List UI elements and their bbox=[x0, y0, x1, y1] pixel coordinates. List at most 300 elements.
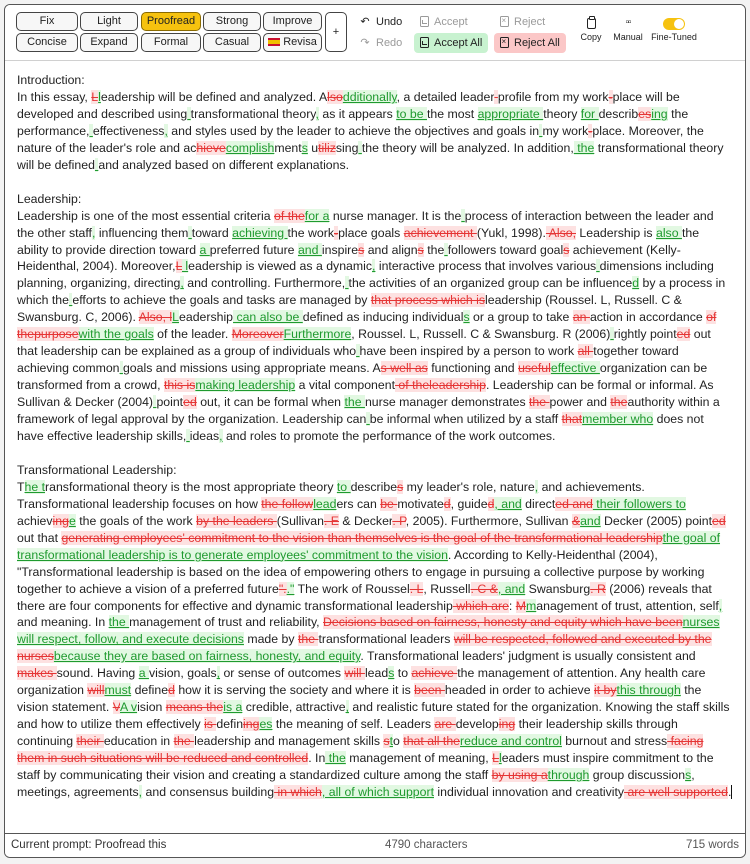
text-run: lead bbox=[364, 666, 389, 681]
text-run: or a group to take bbox=[469, 310, 573, 325]
text-run: ment bbox=[274, 140, 302, 155]
text-run: The work of Roussel bbox=[294, 581, 410, 596]
deletion-suggestion[interactable]: in which bbox=[274, 785, 322, 799]
section-heading: Transformational Leadership: bbox=[17, 462, 177, 477]
text-run: achiev bbox=[17, 513, 53, 528]
insertion-suggestion[interactable]: t bbox=[389, 734, 394, 749]
deletion-suggestion[interactable]: by using a bbox=[491, 768, 548, 783]
deletion-suggestion[interactable]: tiliz bbox=[318, 140, 336, 155]
insertion-suggestion[interactable]: for a bbox=[304, 208, 330, 223]
deletion-suggestion[interactable]: Moreover bbox=[231, 327, 284, 342]
deletion-suggestion[interactable]: s well as bbox=[380, 361, 428, 376]
insertion-suggestion[interactable]: , bbox=[534, 479, 539, 494]
text-run: eadership will be defined and analyzed. A bbox=[100, 89, 328, 104]
text-run: direct bbox=[521, 496, 556, 511]
insertion-suggestion[interactable]: to be bbox=[396, 106, 427, 121]
insertion-suggestion[interactable]: also bbox=[655, 225, 682, 240]
insertion-suggestion[interactable]: appropriate bbox=[477, 106, 544, 121]
text-run: point bbox=[156, 395, 184, 410]
deletion-suggestion[interactable]: that process which is bbox=[370, 293, 486, 308]
deletion-suggestion[interactable]: V bbox=[112, 700, 120, 715]
text-run: o bbox=[393, 734, 404, 749]
paragraph bbox=[17, 462, 733, 801]
section-heading: Introduction: bbox=[17, 73, 85, 87]
deletion-suggestion[interactable]: s bbox=[563, 242, 570, 257]
deletion-suggestion[interactable]: d bbox=[487, 496, 495, 511]
text-run: (Yukl, 1998). bbox=[476, 225, 546, 240]
insertion-suggestion[interactable]: , bbox=[180, 276, 184, 291]
deletion-suggestion[interactable]: the bbox=[297, 632, 319, 647]
insertion-suggestion[interactable]: e bbox=[68, 513, 76, 528]
text-run: ransformational theory is the most appropriate theory bbox=[45, 479, 337, 494]
insertion-suggestion[interactable]: can also be bbox=[233, 310, 303, 325]
text-run: anagement of trust, attention, self bbox=[536, 598, 719, 613]
text-run: theory bbox=[543, 106, 581, 121]
clipboard-icon bbox=[587, 18, 596, 29]
text-run: place will be developed and described using bbox=[17, 89, 680, 121]
text-run: organization can be transformed from a crowd, bbox=[17, 361, 708, 393]
deletion-suggestion[interactable]: their bbox=[76, 734, 104, 749]
deletion-suggestion[interactable]: will bbox=[344, 666, 365, 681]
insertion-suggestion[interactable]: complish bbox=[225, 140, 275, 155]
deletion-suggestion[interactable]: s bbox=[358, 242, 365, 257]
text-run: made by bbox=[243, 632, 298, 647]
insertion-suggestion[interactable]: with the goals bbox=[78, 327, 154, 342]
status-bar bbox=[5, 833, 745, 857]
deletion-suggestion[interactable]: it by bbox=[593, 683, 617, 698]
text-run: followers toward goal bbox=[447, 242, 564, 257]
text-run: & Decker bbox=[339, 513, 393, 528]
insertion-suggestion[interactable]: lead bbox=[313, 496, 337, 511]
text-run: authority within a framework of legal approval by the organization. Leadership can bbox=[17, 395, 720, 427]
deletion-suggestion[interactable]: Also, l bbox=[138, 310, 173, 325]
current-prompt-text: Current prompt: Proofread this bbox=[11, 839, 167, 851]
insertion-suggestion[interactable]: , bbox=[219, 429, 223, 443]
text-run: , guide bbox=[450, 496, 488, 511]
text-run: the meaning of self. Leaders bbox=[272, 717, 435, 732]
text-run: influencing them bbox=[95, 225, 189, 240]
deletion-suggestion[interactable]: s bbox=[383, 734, 390, 749]
deletion-suggestion[interactable]: achievement bbox=[403, 225, 477, 240]
word-count: 715 words bbox=[685, 839, 739, 851]
insertion-suggestion[interactable]: , bbox=[91, 225, 96, 240]
deletion-suggestion[interactable]: the bbox=[529, 395, 550, 410]
text-run: . Leadership can be formal or informal. As Sullivan & Decker (2004) bbox=[17, 378, 714, 410]
text-run: as it appears bbox=[318, 106, 397, 121]
text-run: the bbox=[681, 225, 700, 240]
deletion-suggestion[interactable]: an bbox=[572, 310, 590, 325]
deletion-suggestion[interactable]: ed and bbox=[555, 496, 593, 511]
insertion-suggestion[interactable]: for bbox=[580, 106, 599, 121]
insertion-suggestion[interactable]: a bbox=[138, 666, 149, 681]
preset-casual-button[interactable]: Casual bbox=[203, 33, 261, 52]
text-run: the performance, bbox=[17, 106, 689, 138]
insertion-suggestion[interactable]: the goal of transformational leadership is to generate employees' commitment to the vision bbox=[17, 530, 721, 562]
text-run: preferred future bbox=[209, 242, 298, 257]
text-run: the theory will be analyzed. In addition, bbox=[361, 140, 574, 155]
deletion-suggestion[interactable]: d bbox=[168, 683, 175, 698]
text-run: ability to provide direction toward bbox=[17, 242, 200, 257]
insertion-suggestion[interactable]: s bbox=[685, 768, 692, 783]
insertion-suggestion[interactable]: l bbox=[98, 89, 101, 104]
reject-all-doc-icon bbox=[500, 37, 509, 48]
text-run: out that leadership can be explained as a group of individuals who bbox=[17, 327, 711, 359]
insertion-suggestion[interactable]: m bbox=[526, 598, 537, 613]
deletion-suggestion[interactable]: of theleadership bbox=[395, 378, 486, 393]
insertion-suggestion[interactable]: through bbox=[547, 768, 590, 783]
deletion-suggestion[interactable]: facing them in such situations will be reduced and controlled bbox=[17, 734, 704, 766]
copy-button[interactable] bbox=[578, 14, 604, 42]
text-run: and consensus building bbox=[142, 785, 275, 799]
insertion-suggestion[interactable]: and bbox=[580, 513, 601, 528]
text-run: toward bbox=[191, 225, 233, 240]
text-run: ers can bbox=[336, 496, 381, 511]
insertion-suggestion[interactable]: their followers to bbox=[592, 496, 686, 511]
deletion-suggestion[interactable]: Also, bbox=[545, 225, 576, 240]
insertion-suggestion[interactable]: , bbox=[345, 700, 349, 715]
text-run: how it is serving the society and where it is bbox=[174, 683, 415, 698]
deletion-suggestion[interactable]: be bbox=[380, 496, 398, 511]
text-run: transformational leaders bbox=[318, 632, 454, 647]
deletion-suggestion[interactable]: d bbox=[443, 496, 451, 511]
text-run: action in accordance bbox=[589, 310, 707, 325]
insertion-suggestion[interactable]: to bbox=[336, 479, 351, 494]
insertion-suggestion[interactable]: the bbox=[325, 751, 346, 766]
text-run: T bbox=[17, 479, 25, 494]
deletion-suggestion[interactable]: . E bbox=[323, 513, 340, 528]
insertion-suggestion[interactable]: is a bbox=[223, 700, 243, 715]
text-run: effectiveness bbox=[92, 123, 165, 138]
text-run: burnout and stress bbox=[561, 734, 668, 749]
text-run: describe bbox=[350, 479, 398, 494]
insertion-suggestion[interactable]: s bbox=[463, 310, 470, 325]
deletion-suggestion[interactable]: L bbox=[175, 259, 182, 274]
text-run: have been inspired by a person to work bbox=[359, 344, 578, 359]
preset-expand-button[interactable]: Expand bbox=[80, 33, 138, 52]
deletion-suggestion[interactable]: means the bbox=[165, 700, 224, 715]
text-run: the bbox=[423, 242, 445, 257]
text-run: of the leader. bbox=[153, 327, 232, 342]
insertion-suggestion[interactable]: es bbox=[259, 717, 273, 732]
accept-doc-icon bbox=[420, 16, 429, 27]
deletion-suggestion[interactable]: ed bbox=[712, 513, 726, 528]
text-run: , Russell bbox=[423, 581, 471, 596]
insertion-suggestion[interactable]: s bbox=[388, 666, 395, 681]
paragraph bbox=[17, 72, 733, 174]
insertion-suggestion[interactable]: , bbox=[216, 666, 221, 681]
insertion-suggestion[interactable]: the bbox=[344, 395, 365, 410]
preset-proofread-button[interactable]: Proofread bbox=[141, 12, 201, 31]
insertion-suggestion[interactable]: , bbox=[315, 106, 319, 121]
text-run: Swansburg bbox=[525, 581, 591, 596]
insertion-suggestion[interactable]: , bbox=[372, 259, 376, 274]
character-count: 4790 characters bbox=[385, 839, 468, 851]
undo-button[interactable] bbox=[353, 12, 408, 32]
redo-icon: ↷ bbox=[360, 37, 370, 49]
deletion-suggestion[interactable]: generating employees' commitment to the vision than themselves is the goal of the transformational leadership bbox=[61, 530, 663, 545]
deletion-suggestion[interactable]: are bbox=[434, 717, 456, 732]
deletion-suggestion[interactable]: all bbox=[577, 344, 594, 359]
insertion-suggestion[interactable]: Furthermore bbox=[283, 327, 352, 342]
accept-label: Accept bbox=[434, 16, 468, 28]
insertion-suggestion[interactable]: this through bbox=[616, 683, 681, 698]
manual-label: Manual bbox=[613, 32, 643, 42]
text-run: efforts to achieve the goals and tasks are managed by bbox=[72, 293, 371, 308]
text-run: , meetings, agreements bbox=[17, 768, 695, 799]
deletion-suggestion[interactable]: s bbox=[397, 479, 404, 494]
text-caret bbox=[731, 785, 732, 799]
redo-label: Redo bbox=[376, 37, 403, 49]
text-run: credible, attractive bbox=[242, 700, 346, 715]
insertion-suggestion[interactable]: dditionally bbox=[342, 89, 397, 104]
text-run: and align bbox=[364, 242, 418, 257]
insertion-suggestion[interactable]: effective bbox=[550, 361, 600, 376]
text-run: interactive process that involves various bbox=[375, 259, 597, 274]
deletion-suggestion[interactable]: & bbox=[571, 513, 581, 528]
insertion-suggestion[interactable]: , and bbox=[497, 581, 526, 596]
text-run: u bbox=[307, 140, 319, 155]
text-run: : bbox=[508, 598, 516, 613]
text-run: does not have effective leadership skills, bbox=[17, 412, 704, 443]
text-run: Leadership is bbox=[576, 225, 656, 240]
text-run: Leadership is one of the most essential criteria bbox=[17, 208, 275, 223]
text-run: together toward achieving common bbox=[17, 344, 679, 376]
deletion-suggestion[interactable]: es bbox=[638, 106, 652, 121]
redo-button[interactable] bbox=[353, 33, 408, 53]
fine-tuned-toggle[interactable] bbox=[648, 14, 700, 42]
insertion-suggestion[interactable]: s bbox=[301, 140, 308, 155]
preset-concise-button[interactable]: Concise bbox=[16, 33, 78, 52]
text-run: ision bbox=[137, 700, 166, 715]
text-run: functioning and bbox=[427, 361, 519, 376]
preset-improve-button[interactable]: Improve bbox=[263, 12, 322, 31]
deletion-suggestion[interactable]: makes bbox=[17, 666, 57, 681]
text-run: the activities of an organized group can be influence bbox=[348, 276, 633, 291]
copy-label: Copy bbox=[580, 32, 602, 42]
preset-light-button[interactable]: Light bbox=[80, 12, 138, 31]
insertion-suggestion[interactable]: reduce and control bbox=[460, 734, 562, 749]
text-run: the goals of the work bbox=[75, 513, 197, 528]
text-run: . Transformational leaders' judgment is usually consistent and bbox=[360, 649, 696, 664]
text-run: my work bbox=[542, 123, 589, 138]
undo-icon: ↶ bbox=[360, 16, 370, 28]
deletion-suggestion[interactable]: is bbox=[204, 717, 217, 732]
deletion-suggestion[interactable]: - bbox=[588, 123, 593, 138]
insertion-suggestion[interactable]: achieving bbox=[232, 225, 288, 240]
insertion-suggestion[interactable]: , bbox=[718, 598, 723, 613]
insertion-suggestion[interactable]: making leadership bbox=[195, 378, 296, 393]
text-run: . bbox=[727, 785, 732, 799]
paragraph bbox=[17, 191, 733, 445]
deletion-suggestion[interactable]: . C & bbox=[470, 581, 498, 596]
insertion-suggestion[interactable]: he t bbox=[24, 479, 46, 494]
deletion-suggestion[interactable]: L bbox=[492, 751, 499, 766]
deletion-suggestion[interactable]: that bbox=[561, 412, 583, 427]
text-run: defined as inducing individual bbox=[302, 310, 464, 325]
deletion-suggestion[interactable]: this is bbox=[163, 378, 196, 393]
insertion-suggestion[interactable]: l bbox=[181, 259, 189, 274]
insertion-suggestion[interactable]: must bbox=[104, 683, 132, 698]
deletion-suggestion[interactable]: . R bbox=[590, 581, 606, 596]
text-run: Decker (2005) point bbox=[600, 513, 713, 528]
reject-all-button[interactable] bbox=[494, 33, 566, 53]
reject-button[interactable] bbox=[494, 12, 551, 32]
accept-all-label: Accept All bbox=[434, 37, 483, 49]
deletion-suggestion[interactable]: been bbox=[414, 683, 445, 698]
text-run: vision, goals bbox=[148, 666, 217, 681]
text-run: leadership and management skills bbox=[194, 734, 384, 749]
deletion-suggestion[interactable]: ing bbox=[52, 513, 69, 528]
manual-grid-icon: ▫▫ bbox=[625, 17, 631, 28]
app-window bbox=[4, 4, 746, 858]
deletion-suggestion[interactable]: the follow bbox=[261, 496, 314, 511]
deletion-suggestion[interactable]: the bbox=[173, 734, 195, 749]
text-run: transformational theory bbox=[190, 106, 316, 121]
insertion-suggestion[interactable]: the bbox=[573, 140, 595, 155]
text-run: be informal when utilized by a staff bbox=[369, 412, 562, 427]
deletion-suggestion[interactable]: ". bbox=[278, 581, 287, 596]
accept-button[interactable] bbox=[414, 12, 474, 32]
deletion-suggestion[interactable]: ing bbox=[498, 717, 516, 732]
insertion-suggestion[interactable]: , all of which support bbox=[321, 785, 434, 799]
text-run: and styles used by the leader to achieve the objectives and goals in bbox=[167, 123, 540, 138]
text-run: management of meaning, bbox=[345, 751, 493, 766]
fine-tuned-label: Fine-Tuned bbox=[651, 32, 697, 42]
text-run: eadership is viewed as a dynamic bbox=[188, 259, 373, 274]
deletion-suggestion[interactable]: - bbox=[333, 225, 339, 240]
text-run: and achievements. Transformational leadership focuses on how bbox=[17, 479, 645, 511]
text-run: leadership (Roussel. L, Russell. C & Swansburg. C, 2006). bbox=[17, 293, 682, 325]
insertion-suggestion[interactable]: a bbox=[199, 242, 210, 257]
deletion-suggestion[interactable]: that all the bbox=[403, 734, 461, 749]
text-run: the most bbox=[426, 106, 478, 121]
text-run: transformational theory will be defined bbox=[17, 140, 724, 172]
deletion-suggestion[interactable]: . P bbox=[392, 513, 406, 528]
insertion-suggestion[interactable]: A v bbox=[119, 700, 138, 715]
manual-button[interactable] bbox=[611, 14, 645, 42]
deletion-suggestion[interactable]: the bbox=[610, 395, 628, 410]
text-run: by a process in which the bbox=[17, 276, 726, 308]
text-run: motivate bbox=[397, 496, 444, 511]
text-run: place. Moreover, the nature of the leader's role and ac bbox=[17, 123, 704, 155]
insertion-suggestion[interactable]: , bbox=[164, 123, 168, 138]
deletion-suggestion[interactable]: ing bbox=[243, 717, 260, 732]
undo-label: Undo bbox=[376, 16, 403, 28]
deletion-suggestion[interactable]: are well supported bbox=[624, 785, 728, 799]
text-run: ideas bbox=[189, 429, 220, 443]
text-run: and roles to promote the performance of the work outcomes. bbox=[222, 429, 556, 443]
text-run: goals and missions using appropriate means. A bbox=[122, 361, 381, 376]
text-run: dimensions including planning, organizing, directing bbox=[17, 259, 714, 291]
text-run: profile from my work bbox=[497, 89, 609, 104]
insertion-suggestion[interactable]: d bbox=[632, 276, 640, 291]
insertion-suggestion[interactable]: , bbox=[138, 785, 143, 799]
insertion-suggestion[interactable]: the bbox=[108, 615, 130, 630]
insertion-suggestion[interactable]: nurses will respect, follow, and execute decisions bbox=[17, 615, 720, 647]
text-run: inspire bbox=[321, 242, 359, 257]
add-preset-button[interactable]: + bbox=[325, 12, 347, 52]
text-run: the management of attention. Any health care organization bbox=[17, 666, 706, 698]
text-run: develop bbox=[455, 717, 499, 732]
insertion-suggestion[interactable]: ." bbox=[286, 581, 295, 596]
deletion-suggestion[interactable]: ed bbox=[676, 327, 691, 342]
deletion-suggestion[interactable]: will bbox=[87, 683, 105, 698]
text-run: out, it can be formal when bbox=[196, 395, 345, 410]
deletion-suggestion[interactable]: useful bbox=[518, 361, 551, 376]
text-run: nurse manager. It is the bbox=[329, 208, 462, 223]
text-run: sound. Having bbox=[56, 666, 139, 681]
text-run: my leader's role, nature bbox=[403, 479, 535, 494]
document-editor[interactable] bbox=[5, 62, 745, 832]
text-run: the work bbox=[287, 225, 334, 240]
text-run: , 2005). Furthermore, Sullivan bbox=[405, 513, 572, 528]
deletion-suggestion[interactable]: Decisions based on fairness, honesty and equity which have been bbox=[323, 615, 683, 630]
text-run: . In bbox=[308, 751, 326, 766]
insertion-suggestion[interactable]: l bbox=[498, 751, 502, 766]
preset-strong-button[interactable]: Strong bbox=[203, 12, 261, 31]
text-run: process of interaction between the leader and the other staff bbox=[17, 208, 714, 240]
preset-fix-button[interactable]: Fix bbox=[16, 12, 78, 31]
text-run: (2006) reveals that there are four components for effective and dynamic transformational leadership bbox=[17, 581, 712, 613]
deletion-suggestion[interactable]: of thepurpose bbox=[17, 310, 717, 342]
text-run: education in bbox=[103, 734, 174, 749]
preset-revisa-label: Revisa bbox=[283, 36, 317, 48]
text-run: achievement (Kelly-Heidenthal, 2004). Moreover, bbox=[17, 242, 681, 274]
text-run: power and bbox=[549, 395, 611, 410]
deletion-suggestion[interactable]: hieve bbox=[196, 140, 226, 155]
text-run: management of trust and reliability, bbox=[129, 615, 324, 630]
text-run: , a detailed leader bbox=[396, 89, 495, 104]
insertion-suggestion[interactable]: member who bbox=[582, 412, 654, 427]
toggle-switch-icon bbox=[663, 18, 685, 30]
preset-revisa-button[interactable] bbox=[263, 33, 322, 52]
text-run: (Sullivan bbox=[276, 513, 324, 528]
deletion-suggestion[interactable]: M bbox=[515, 598, 527, 613]
deletion-suggestion[interactable]: s bbox=[417, 242, 424, 257]
text-run: eaders must inspire commitment to the staff by communicating their vision and creating a standardized culture among the staff bbox=[17, 751, 714, 783]
insertion-suggestion[interactable]: L bbox=[172, 310, 180, 325]
text-run: define bbox=[131, 683, 169, 698]
text-run: the vision statement. bbox=[17, 683, 702, 715]
deletion-suggestion[interactable]: will be respected, followed and executed by the nurses bbox=[17, 632, 712, 664]
insertion-suggestion[interactable]: ing bbox=[651, 106, 668, 121]
deletion-suggestion[interactable]: lso bbox=[327, 89, 343, 104]
text-run: In this essay, bbox=[17, 89, 92, 104]
deletion-suggestion[interactable]: - bbox=[608, 89, 613, 104]
text-run: rightly point bbox=[613, 327, 677, 342]
deletion-suggestion[interactable]: L bbox=[91, 89, 99, 104]
insertion-suggestion[interactable]: , and bbox=[494, 496, 522, 511]
deletion-suggestion[interactable]: by the leaders bbox=[196, 513, 277, 528]
text-run: their leadership skills through continuing bbox=[17, 717, 678, 749]
text-run: and meaning. In bbox=[17, 615, 109, 630]
section-heading: Leadership: bbox=[17, 191, 82, 206]
insertion-suggestion[interactable]: because they are based on fairness, honesty, and equity bbox=[53, 649, 361, 664]
text-run: defin bbox=[216, 717, 244, 732]
deletion-suggestion[interactable]: ed bbox=[183, 395, 197, 410]
toolbar bbox=[5, 5, 745, 61]
preset-formal-button[interactable]: Formal bbox=[141, 33, 201, 52]
deletion-suggestion[interactable]: achieve bbox=[411, 666, 458, 681]
deletion-suggestion[interactable]: which are bbox=[452, 598, 509, 613]
accept-all-doc-icon bbox=[420, 37, 429, 48]
deletion-suggestion[interactable]: of the bbox=[274, 208, 305, 223]
text-run: and controlling. Furthermore, bbox=[183, 276, 346, 291]
deletion-suggestion[interactable]: . L bbox=[409, 581, 424, 596]
insertion-suggestion[interactable]: and bbox=[297, 242, 322, 257]
text-run: describ bbox=[598, 106, 639, 121]
accept-all-button[interactable] bbox=[414, 33, 488, 53]
